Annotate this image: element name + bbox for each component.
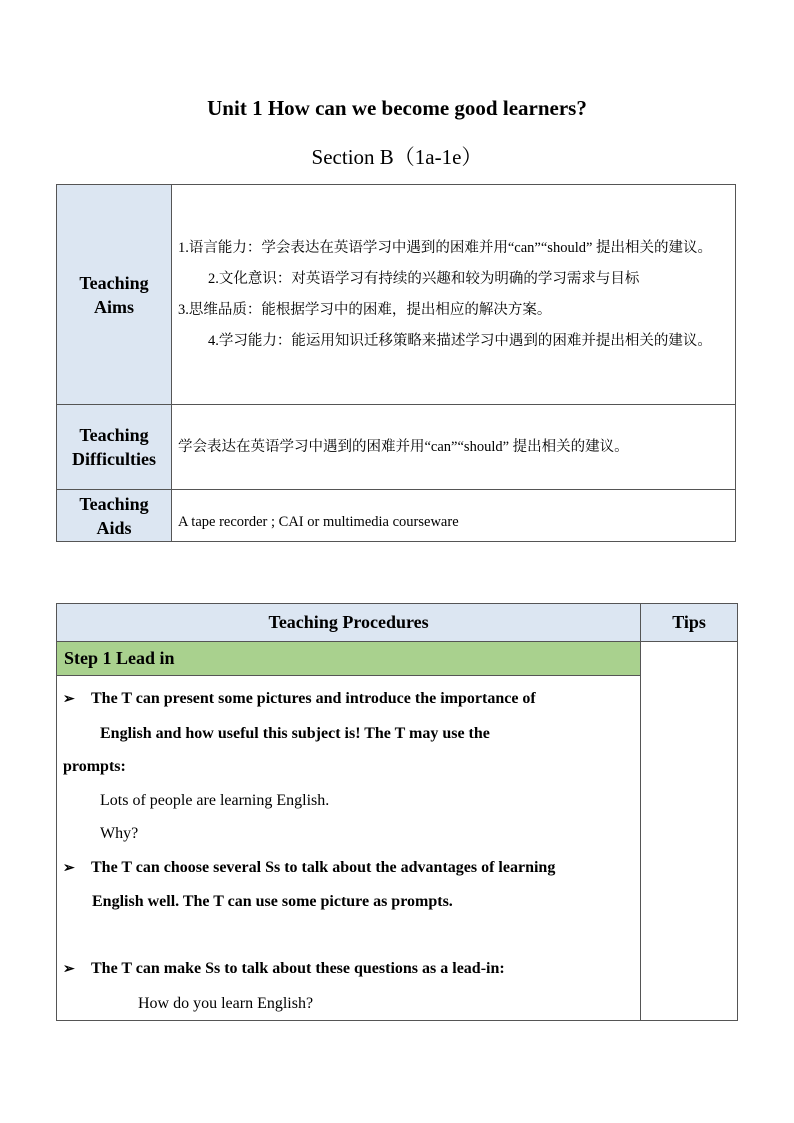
procedures-table <box>56 603 738 1021</box>
teaching-info-table <box>56 184 736 542</box>
procedures-header: Teaching Procedures <box>57 604 641 642</box>
bullet-1-line-3: prompts: <box>63 758 126 775</box>
arrow-bullet-icon: ➢ <box>63 962 75 977</box>
difficulties-label: Teaching Difficulties <box>57 405 172 490</box>
bullet-1-line-2: English and how useful this subject is! The T may use the <box>100 724 490 742</box>
blank-line <box>63 919 636 953</box>
aids-label: Teaching Aids <box>57 490 172 542</box>
tips-cell <box>641 642 738 1021</box>
bullet-2-line-2: English well. The T can use some picture as prompts. <box>92 893 453 910</box>
document-subtitle: Section B（1a-1e） <box>311 145 483 169</box>
aims-content <box>172 185 736 405</box>
difficulties-row <box>57 405 736 490</box>
aids-content: A tape recorder ; CAI or multimedia courseware <box>172 490 736 542</box>
step-body <box>57 676 641 1021</box>
aim-item-2: 2.文化意识：对英语学习有持续的兴趣和较为明确的学习需求与目标 <box>208 270 640 287</box>
arrow-bullet-icon: ➢ <box>63 692 75 707</box>
aim-item-3: 3.思维品质：能根据学习中的困难，提出相应的解决方案。 <box>178 301 552 318</box>
tips-header: Tips <box>641 604 738 642</box>
question-1: How do you learn English? <box>138 994 314 1012</box>
step-row <box>57 642 738 676</box>
procedures-header-row <box>57 604 738 642</box>
aim-item-1: 1.语言能力：学会表达在英语学习中遇到的困难并用“can”“should” 提出相关的建议。 <box>178 239 713 256</box>
prompt-1: Lots of people are learning English. <box>100 791 330 809</box>
bullet-2: ➢ The T can choose several Ss to talk about the advantages of learning <box>63 851 636 886</box>
bullet-1: ➢ The T can present some pictures and introduce the importance of <box>63 682 636 717</box>
aids-row <box>57 490 736 542</box>
aims-label: Teaching Aims <box>57 185 172 405</box>
prompt-2: Why? <box>100 825 139 842</box>
aims-row <box>57 185 736 405</box>
bullet-3: ➢ The T can make Ss to talk about these questions as a lead-in: <box>63 952 636 987</box>
difficulties-content: 学会表达在英语学习中遇到的困难并用“can”“should” 提出相关的建议。 <box>172 405 736 490</box>
aim-item-4: 4.学习能力：能运用知识迁移策略来描述学习中遇到的困难并提出相关的建议。 <box>208 332 712 349</box>
arrow-bullet-icon: ➢ <box>63 860 75 876</box>
document-title: Unit 1 How can we become good learners? <box>207 96 587 120</box>
step-body-row <box>57 676 738 1021</box>
step-title: Step 1 Lead in <box>57 642 641 676</box>
